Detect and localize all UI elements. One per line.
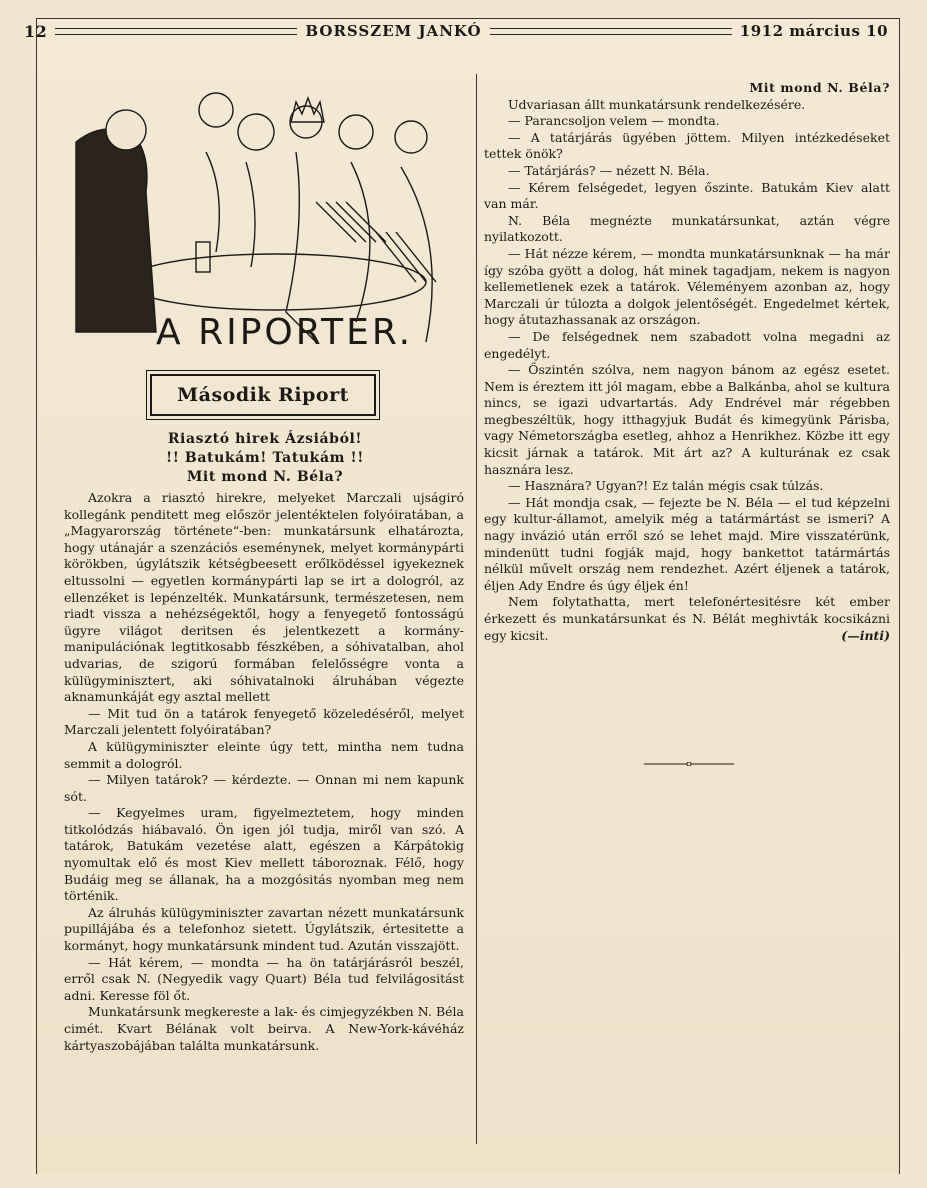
section-heading: Mit mond N. Béla? <box>749 80 890 95</box>
headline-1: Riasztó hirek Ázsiából! <box>167 431 363 447</box>
riporter-illustration <box>56 82 466 372</box>
article-headlines <box>100 430 430 487</box>
paragraph: Azokra a riasztó hirekre, melyeket Marczali ujságiró kollegánk penditett meg először jelentéktelen folyóiratában, a „Magyarország története“-ben: munkatársunk elhatározta, hogy utánajár a szenzációs eseménynek, melyet kormánypárti körökben, úgylátszik kétségbeesett erőlködéssel igyekeznek eltussolni — egyetlen kormánypárti lap se irt a dologról, az ellenzéket is lepénzelték. Munkatársunk, természetesen, nem riadt vissza a nehézségektől, hogy a fenyegető fontosságú ügyre világot deritsen és jelentkezett a kormány-manipulációnak legtitkosabb fészkében, a sóhivatalban, ahol udvarias, de szigorú formában felelősségre vonta a külügyminisztert, aki sóhivatalnoki álruhában végezte aknamunkáját egy asztal mellett <box>64 490 464 705</box>
paragraph: — Kegyelmes uram, figyelmeztetem, hogy minden titkolódzás hiábavaló. Ön igen jól tudja, miről van szó. A tatárok, Batukám vezetése alatt, egészen a Kárpátokig nyomultak elő és most Kiev mellett táboroznak. Félő, hogy Budáig meg se állanak, ha a mozgósitás nyomban meg nem történik. <box>64 805 464 904</box>
issue-date: 1912 március 10 <box>739 22 889 40</box>
headline-2: !! Batukám! Tatukám !! <box>165 450 365 466</box>
paragraph: — Milyen tatárok? — kérdezte. — Onnan mi nem kapunk sót. <box>64 772 464 804</box>
end-ornament <box>644 762 734 766</box>
paragraph: Munkatársunk megkereste a lak- és cimjegyzékben N. Béla cimét. Kvart Bélának volt beirva. A New-York-kávéház kártyaszobájában találta munkatársunk. <box>64 1004 464 1053</box>
paragraph: — Mit tud ön a tatárok fenyegető közeledéséről, melyet Marczali jelentett folyóiratában? <box>64 705 464 738</box>
magazine-title: BORSSZEM JANKÓ <box>305 22 482 40</box>
right-column <box>484 80 890 644</box>
headline-3: Mit mond N. Béla? <box>186 469 344 485</box>
header-rule-left <box>55 28 297 35</box>
left-column <box>64 490 464 1054</box>
column-divider <box>476 74 477 1144</box>
article-box-title: Második Riport <box>150 374 376 416</box>
paragraph: Udvariasan állt munkatársunk rendelkezésére. <box>508 96 806 112</box>
paragraph: N. Béla megnézte munkatársunkat, aztán végre nyilatkozott. <box>484 212 890 245</box>
page-number: 12 <box>24 21 48 41</box>
closing-paragraph: Nem folytathatta, mert telefonértesitésre két ember érkezett és munkatársunkat és N. Bélát meghivták kocsikázni egy kicsit. <box>484 594 890 643</box>
paragraph: — Parancsoljon velem — mondta. <box>508 113 720 129</box>
illustration-caption: A RIPORTER. <box>156 312 414 353</box>
header-rule-right <box>490 28 732 35</box>
paragraph: Az álruhás külügyminiszter zavartan nézett munkatársunk pupillájába és a telefonhoz sietett. Úgylátszik, értesitette a kormányt, hogy munkatársunk mindent tud. Azután visszajött. <box>64 904 464 954</box>
paragraph: — Hát nézze kérem, — mondta munkatársunknak — ha már így szóba gyött a dolog, hát minek tagadjam, nekem is nagyon kellemetlenek ezek a tatárok. Véleményem azonban az, hogy Marczali úr túlozta a dolgok jelentőségét. Engedelmet kértek, hogy átutazhassanak az országon. <box>484 245 890 328</box>
author-signature: (—inti) <box>841 627 890 643</box>
paragraph: — Hát mondja csak, — fejezte be N. Béla — el tud képzelni egy kultur-államot, amelyik még a tatármártást se ismeri? A nagy invázió után erről szó se lehet majd. Mire visszatérünk, mindenütt tudni fogják majd, hogy bankettot tatármártás nélkül művelt ország nem rendezhet. Azért éljenek a tatárok, éljen Ady Endre és úgy éljek én! <box>484 494 890 593</box>
paragraph: — De felségednek nem szabadott volna megadni az engedélyt. <box>484 328 890 361</box>
paragraph: — Őszintén szólva, nem nagyon bánom az egész esetet. Nem is éreztem itt jól magam, ebbe a Balkánba, ahol se kultura nincs, se igazi udvartartás. Ady Endrével már régebben megbeszéltük, hogy itthagyjuk Budát és kimegyünk Párisba, vagy Németországba esetleg, ahhoz a Henrikhez. Közbe itt egy kicsit járnak a tatárok. Mit árt az? A kulturának ez csak hasznára lesz. <box>484 362 890 477</box>
paragraph: — A tatárjárás ügyében jöttem. Milyen intézkedéseket tettek önök? <box>484 129 890 162</box>
paragraph: — Tatárjárás? — nézett N. Béla. <box>508 162 710 178</box>
paragraph <box>484 594 890 644</box>
paragraph: — Kérem felségedet, legyen őszinte. Batukám Kiev alatt van már. <box>484 179 890 212</box>
page-header <box>24 18 888 44</box>
paragraph: A külügyminiszter eleinte úgy tett, mintha nem tudna semmit a dologról. <box>64 738 464 771</box>
paragraph: — Hát kérem, — mondta — ha ön tatárjárásról beszél, erről csak N. (Negyedik vagy Quart) Béla tud felvilágositást adni. Keresse föl őt. <box>64 954 464 1003</box>
paragraph: — Hasznára? Ugyan?! Ez talán mégis csak túlzás. <box>508 478 824 494</box>
